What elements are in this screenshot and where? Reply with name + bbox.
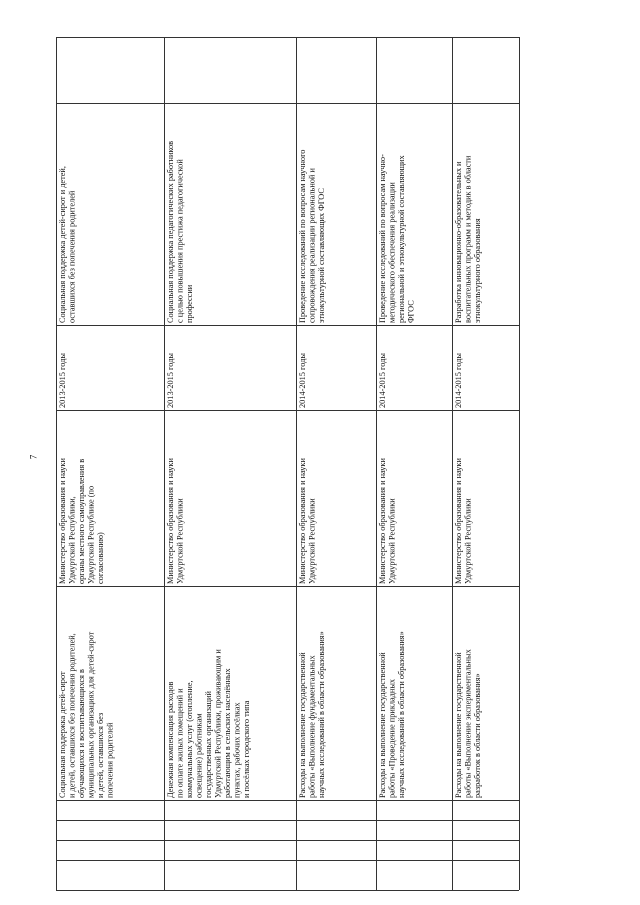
table-cell-activity: Социальная поддержка детей-сирот и детей, оставшихся без попечения родителей, обучающихся и воспитывающихся в муниципальных организациях для детей-сирот и детей, оставшихся без попечения родителей <box>58 631 115 798</box>
row-divider <box>519 37 520 890</box>
table-cell-result: Социальная поддержка детей-сирот и детей, оставшихся без попечения родителей <box>58 166 77 323</box>
table-cell-period: 2014-2015 годы <box>454 353 463 408</box>
table-cell-executor: Министерство образования и науки Удмуртской Республики, органы местного самоуправления в Удмуртской Республике (по согласованию) <box>58 458 105 584</box>
document-table <box>56 37 519 890</box>
column-divider <box>56 586 519 587</box>
column-divider <box>56 37 519 38</box>
column-divider <box>56 840 519 841</box>
table-cell-result: Социальная поддержка педагогических работников с целью повышения престижа педагогической профессии <box>166 140 194 323</box>
table-cell-result: Проведение исследований по вопросам научно- методического обеспечения реализации региональной и этнокультурной составляющих ФГОС <box>378 154 416 323</box>
page-number: 7 <box>28 454 39 460</box>
table-cell-result: Разработка инновационно-образовательных и воспитательных программ и методик в области этнокультурного образования <box>454 155 482 323</box>
column-divider <box>56 890 519 891</box>
row-divider <box>164 37 165 890</box>
table-cell-executor: Министерство образования и науки Удмуртской Республики <box>454 458 473 584</box>
table-cell-executor: Министерство образования и науки Удмуртской Республики <box>378 458 397 584</box>
table-cell-activity: Денежная компенсация расходов по оплате жилых помещений и коммунальных услуг (отопление, освещение) работникам государственных организаций Удмуртской Республики, проживающим и работающим в сельских населённых пунктах, рабочих посёлках и посёлках городского типа <box>166 649 251 798</box>
row-divider <box>296 37 297 890</box>
table-cell-executor: Министерство образования и науки Удмуртской Республики <box>298 458 317 584</box>
column-divider <box>56 410 519 411</box>
table-cell-result: Проведение исследований по вопросам научного сопровождения реализации региональной и этнокультурной составляющих ФГОС <box>298 149 326 323</box>
row-divider <box>376 37 377 890</box>
row-divider <box>452 37 453 890</box>
column-divider <box>56 800 519 801</box>
column-divider <box>56 820 519 821</box>
column-divider <box>56 860 519 861</box>
row-divider <box>56 37 57 890</box>
table-cell-executor: Министерство образования и науки Удмуртской Республики <box>166 458 185 584</box>
column-divider <box>56 103 519 104</box>
column-divider <box>56 325 519 326</box>
table-cell-period: 2013-2015 годы <box>58 353 67 408</box>
table-cell-activity: Расходы на выполнение государственной работы «Выполнение фундаментальных научных исследований в области образования» <box>298 631 326 798</box>
table-cell-period: 2013-2015 годы <box>166 353 175 408</box>
table-cell-activity: Расходы на выполнение государственной работы «Выполнение экспериментальных разработок в области образования» <box>454 649 482 798</box>
table-cell-activity: Расходы на выполнение государственной работы «Проведение прикладных научных исследований в области образования» <box>378 631 406 798</box>
table-cell-period: 2014-2015 годы <box>378 353 387 408</box>
table-cell-period: 2014-2015 годы <box>298 353 307 408</box>
